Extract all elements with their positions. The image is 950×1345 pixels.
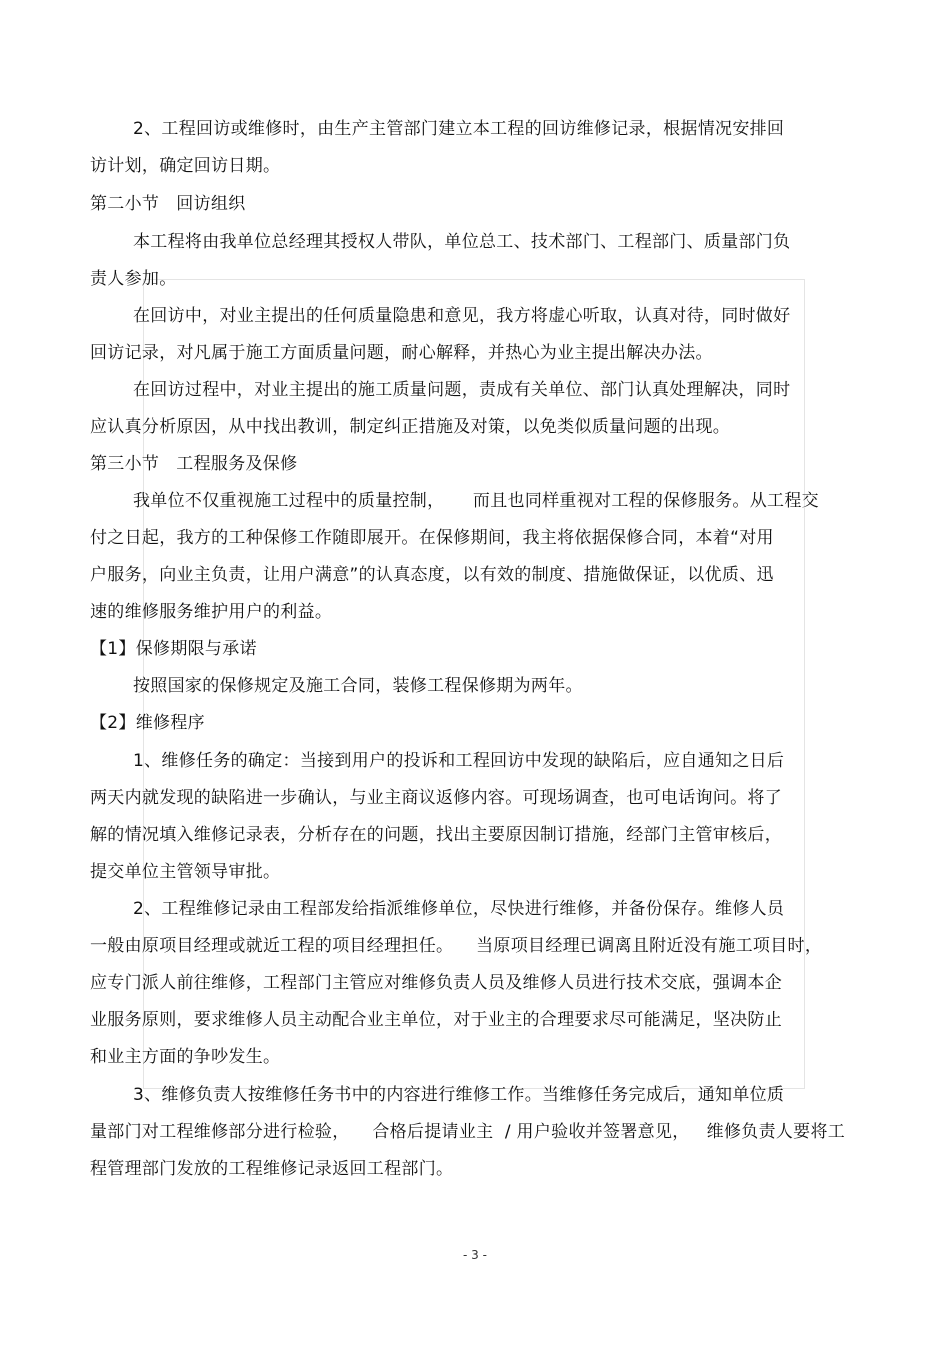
paragraph-line: 解的情况填入维修记录表，分析存在的问题，找出主要原因制订措施，经部门主管审核后， bbox=[90, 825, 782, 845]
paragraph-line: 程管理部门发放的工程维修记录返回工程部门。 bbox=[90, 1159, 454, 1179]
subsection-heading: 【1】保修期限与承诺 bbox=[90, 639, 257, 659]
paragraph-line: 一般由原项目经理或就近工程的项目经理担任。 当原项目经理已调离且附近没有施工项目时， bbox=[90, 936, 823, 956]
paragraph-line: 和业主方面的争吵发生。 bbox=[90, 1047, 281, 1067]
paragraph-line: 速的维修服务维护用户的利益。 bbox=[90, 602, 333, 622]
paragraph-line: 2、工程维修记录由工程部发给指派维修单位，尽快进行维修，并备份保存。维修人员 bbox=[133, 899, 785, 919]
paragraph-line: 1、维修任务的确定：当接到用户的投诉和工程回访中发现的缺陷后，应自通知之日后 bbox=[133, 751, 785, 771]
paragraph-line: 应认真分析原因，从中找出教训，制定纠正措施及对策，以免类似质量问题的出现。 bbox=[90, 417, 731, 437]
paragraph-line: 在回访过程中，对业主提出的施工质量问题，责成有关单位、部门认真处理解决，同时 bbox=[133, 380, 791, 400]
paragraph-line: 按照国家的保修规定及施工合同，装修工程保修期为两年。 bbox=[133, 676, 583, 696]
paragraph-line: 两天内就发现的缺陷进一步确认，与业主商议返修内容。可现场调查，也可电话询问。将了 bbox=[90, 788, 782, 808]
paragraph-line: 访计划，确定回访日期。 bbox=[90, 156, 281, 176]
paragraph-line: 在回访中，对业主提出的任何质量隐患和意见，我方将虚心听取，认真对待，同时做好 bbox=[133, 306, 791, 326]
section-heading: 第三小节 工程服务及保修 bbox=[90, 454, 298, 474]
section-heading: 第二小节 回访组织 bbox=[90, 194, 246, 214]
paragraph-line: 户服务，向业主负责，让用户满意”的认真态度，以有效的制度、措施做保证，以优质、迅 bbox=[90, 565, 774, 585]
paragraph-line: 本工程将由我单位总经理其授权人带队，单位总工、技术部门、工程部门、质量部门负 bbox=[133, 232, 791, 252]
page-number: - 3 - bbox=[463, 1248, 487, 1262]
paragraph-line: 业服务原则，要求维修人员主动配合业主单位，对于业主的合理要求尽可能满足，坚决防止 bbox=[90, 1010, 782, 1030]
paragraph-line: 应专门派人前往维修，工程部门主管应对维修负责人员及维修人员进行技术交底，强调本企 bbox=[90, 973, 782, 993]
paragraph-line: 2、工程回访或维修时，由生产主管部门建立本工程的回访维修记录，根据情况安排回 bbox=[133, 119, 785, 139]
paragraph-line: 量部门对工程维修部分进行检验， 合格后提请业主 / 用户验收并签署意见， 维修负责人要将工 bbox=[90, 1122, 846, 1142]
paragraph-line: 3、维修负责人按维修任务书中的内容进行维修工作。当维修任务完成后，通知单位质 bbox=[133, 1085, 785, 1105]
paragraph-line: 我单位不仅重视施工过程中的质量控制， 而且也同样重视对工程的保修服务。从工程交 bbox=[133, 491, 819, 511]
paragraph-line: 回访记录，对凡属于施工方面质量问题，耐心解释，并热心为业主提出解决办法。 bbox=[90, 343, 713, 363]
paragraph-line: 付之日起，我方的工种保修工作随即展开。在保修期间，我主将依据保修合同，本着“对用 bbox=[90, 528, 774, 548]
paragraph-line: 责人参加。 bbox=[90, 269, 177, 289]
paragraph-line: 提交单位主管领导审批。 bbox=[90, 862, 281, 882]
subsection-heading: 【2】维修程序 bbox=[90, 713, 205, 733]
